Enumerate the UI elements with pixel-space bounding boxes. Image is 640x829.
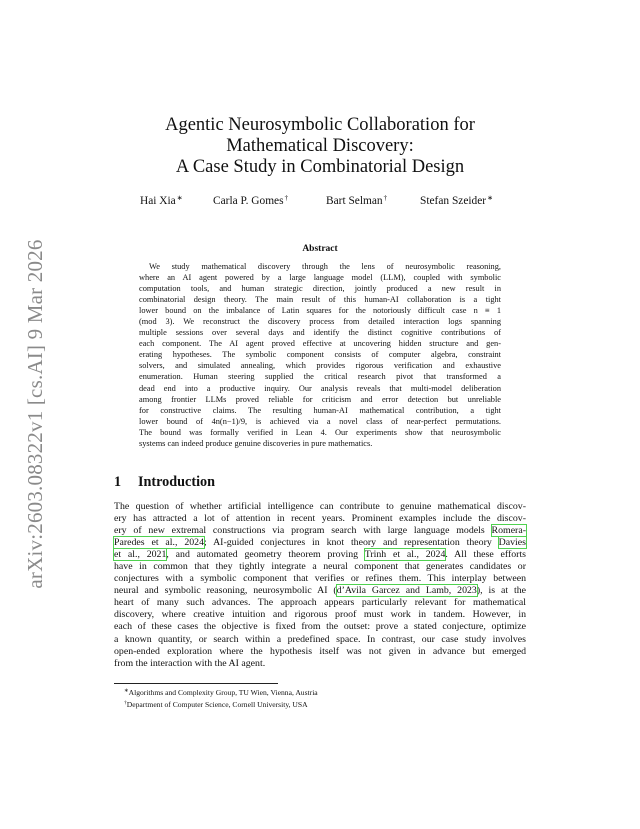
- arxiv-identifier: arXiv:2603.08322v1 [cs.AI] 9 Mar 2026: [23, 239, 47, 589]
- citation-link[interactable]: d’Avila Garcez and Lamb, 2023: [336, 585, 477, 597]
- body-line: [114, 537, 526, 549]
- abstract-line: (mod 3). We reconstruct the discovery process from detailed interaction logs spanning: [139, 317, 501, 327]
- abstract-line: We study mathematical discovery through the lens of neurosymbolic reasoning,: [149, 262, 501, 271]
- author-name: Bart Selman: [326, 195, 383, 207]
- paper-title: [100, 115, 540, 178]
- abstract-line: The bound was formally verified in Lean 4. Our experiments show that neurosymbolic: [139, 427, 501, 437]
- body-line: The question of whether artificial intelligence can contribute to genuine mathematical discov-: [114, 501, 526, 512]
- abstract-heading: Abstract: [302, 244, 338, 254]
- footnote-text: Algorithms and Complexity Group, TU Wien, Vienna, Austria: [128, 688, 318, 697]
- introduction-body: [114, 501, 526, 670]
- abstract-line: dead end into a productive inquiry. Our analysis reveals that multi-model deliberation: [139, 383, 501, 393]
- affiliation-mark: ∗: [487, 194, 493, 202]
- abstract-body: [139, 261, 501, 449]
- citation-link[interactable]: Davies: [498, 537, 526, 549]
- body-line: each of these cases the objective is fixed from the outset: prove a stated conjecture, optimize: [114, 621, 526, 633]
- author-list: [140, 194, 512, 210]
- body-text-segment: ), is at the: [476, 585, 526, 597]
- abstract-line: solvers, and simulated annealing, which provides rigorous verification and exhaustive: [139, 361, 501, 371]
- body-line: from the interaction with the AI agent.: [114, 657, 266, 669]
- author-name: Carla P. Gomes: [213, 195, 284, 207]
- author: [420, 194, 493, 207]
- body-text-segment: ; AI-guided conjectures in knot theory and representation theory: [204, 537, 499, 549]
- body-text-segment: . All these efforts: [445, 549, 527, 561]
- footnote: [124, 698, 318, 710]
- abstract-line: computation tools, and human strategic direction, jointly produced a new result in: [139, 284, 501, 294]
- author: [140, 194, 183, 207]
- body-line: a known quantity, or search within a predefined space. In contrast, our case study involves: [114, 633, 526, 645]
- footnote-rule: [114, 683, 278, 684]
- body-line: [114, 525, 526, 537]
- section-heading: [114, 474, 215, 491]
- citation-link[interactable]: Romera-: [491, 525, 526, 537]
- abstract-line: each component. The AI agent proved effective at uncovering hidden structure and gen-: [139, 339, 501, 349]
- abstract-line: lower bound of 4n(n−1)/9, is achieved via a novel class of near-perfect permutations.: [139, 416, 501, 426]
- section-number: 1: [114, 474, 122, 490]
- section-title: Introduction: [138, 474, 215, 490]
- author-name: Hai Xia: [140, 195, 176, 207]
- title-line: A Case Study in Combinatorial Design: [175, 157, 465, 177]
- body-text-segment: , and automated geometry theorem proving: [166, 549, 365, 561]
- abstract-line: systems can indeed produce genuine discoveries in pure mathematics.: [139, 438, 373, 448]
- affiliation-mark: ∗: [176, 194, 183, 202]
- body-line: [114, 585, 526, 597]
- abstract-line: lower bound on the imbalance of Latin squares for the notoriously difficult case n ≡ 1: [139, 306, 501, 316]
- abstract-line: among frontier LLMs proved reliable for criticism and error detection but unreliable: [139, 394, 501, 404]
- body-line: have in common that they tightly integrate a neural component that generates candidates or: [114, 561, 526, 573]
- body-line: discovery, where creative intuition and rigorous proof must work in tandem. However, in: [114, 609, 526, 621]
- title-line: Mathematical Discovery:: [226, 136, 414, 156]
- author: [213, 194, 288, 207]
- footnote-mark: †: [124, 700, 127, 706]
- footnote: [124, 686, 318, 698]
- body-line: [114, 549, 526, 561]
- abstract-line: erating hypotheses. The symbolic component consists of computer algebra, constraint: [139, 350, 501, 360]
- author-name: Stefan Szeider: [420, 195, 487, 207]
- author: [326, 194, 387, 207]
- abstract-line: enumeration. Human steering supplied the critical research pivot that transformed a: [139, 372, 501, 382]
- abstract-line: combinatorial design theory. The main result of this human-AI collaboration is a tight: [139, 295, 501, 305]
- footnotes: [124, 686, 318, 710]
- citation-link[interactable]: Trinh et al., 2024: [364, 549, 446, 561]
- affiliation-mark: †: [284, 194, 289, 202]
- affiliation-mark: †: [383, 194, 388, 202]
- footnote-mark: ∗: [124, 688, 129, 694]
- citation-link[interactable]: Paredes et al., 2024: [114, 537, 205, 549]
- body-line: open-ended exploration where the hypothesis itself was not given in advance but emerged: [114, 645, 526, 657]
- title-line: Agentic Neurosymbolic Collaboration for: [165, 115, 475, 135]
- body-line: heart of many such advances. The approach appears particularly relevant for mathematical: [114, 597, 526, 609]
- citation-link[interactable]: et al., 2021: [114, 549, 167, 561]
- footnote-text: Department of Computer Science, Cornell University, USA: [126, 700, 308, 709]
- body-text-segment: neural and symbolic reasoning, neurosymbolic AI (: [114, 585, 337, 597]
- body-line: conjectures with a symbolic component that verifies or refines them. This interplay between: [114, 573, 526, 585]
- body-text-segment: ery of new extremal constructions via program search with large language models: [114, 525, 492, 537]
- body-line: ery has attracted a lot of attention in recent years. Prominent examples include the discov-: [114, 513, 526, 525]
- abstract-line: multiple sessions over several days and identify the distinct cognitive contributions of: [139, 328, 501, 338]
- abstract-line: where an AI agent powered by a large language model (LLM), coupled with symbolic: [139, 273, 501, 283]
- abstract-line: for constructive claims. The resulting human-AI mathematical contribution, a tight: [139, 405, 501, 415]
